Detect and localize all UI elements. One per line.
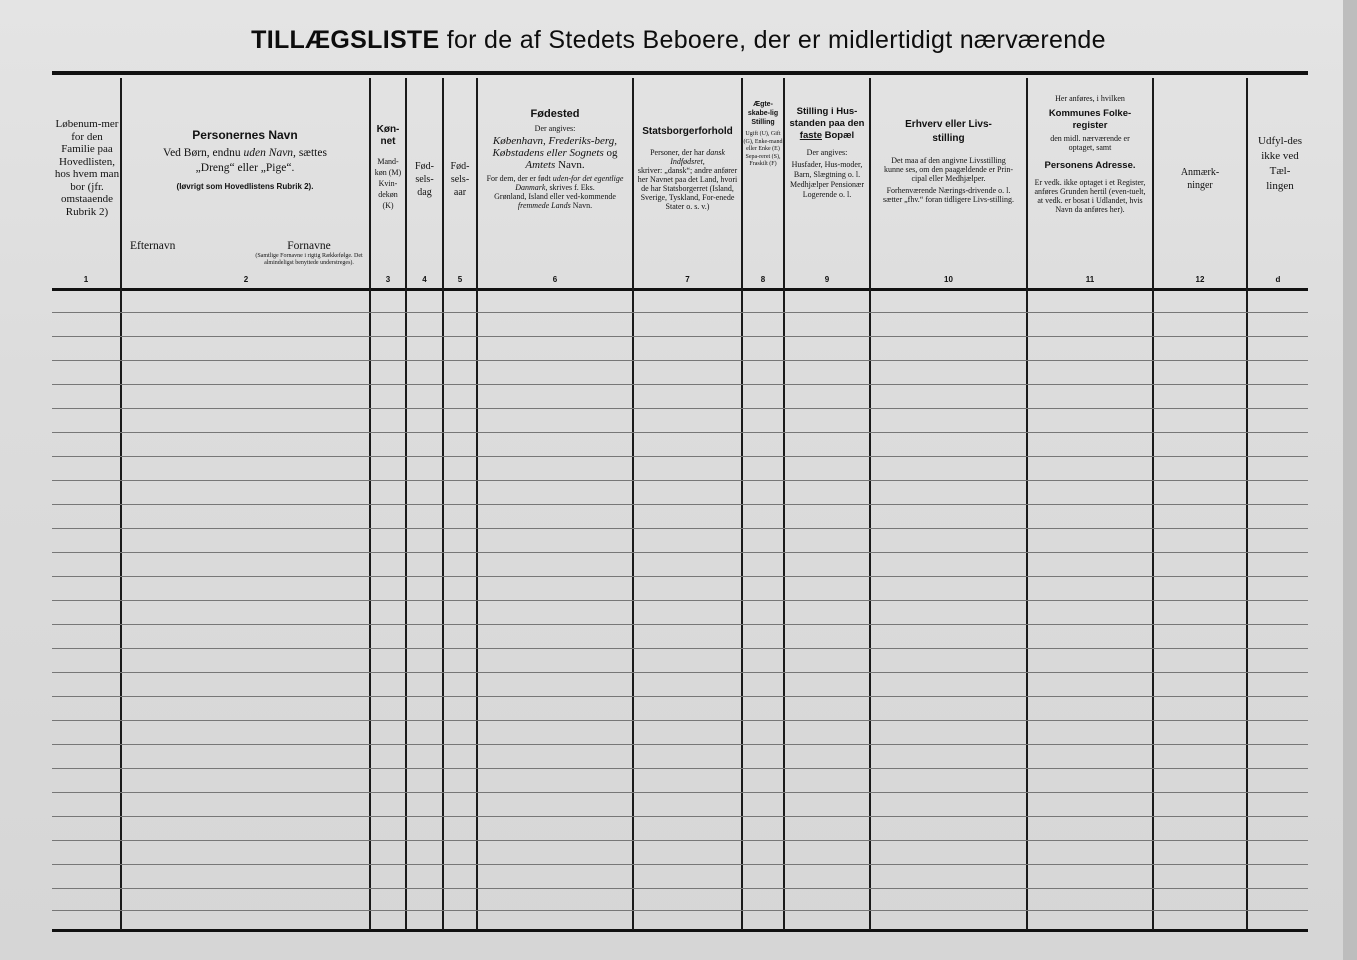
entry-row-line [52,648,1308,649]
entry-row-line [52,792,1308,793]
col9-number: 9 [824,275,830,284]
col8-header [743,100,783,169]
col4-number: 4 [422,275,427,284]
col6-line3b: skrives f. Eks. [549,183,595,192]
col3-number: 3 [385,275,391,284]
entry-row-line [52,456,1308,457]
form-title [0,26,1357,55]
form-title-rest: for de af Stedets Beboere, der er midlertidigt nærværende [446,26,1106,54]
col2-italic1: uden Navn, [243,147,296,159]
col8-heading: Ægte-skabe-lig Stilling [747,101,779,126]
entry-row-line [52,312,1308,313]
bottom-rule [52,929,1308,932]
col2-note: (Iøvrigt som Hovedlistens Rubrik 2). [176,182,314,191]
col6-line4: Grønland, Island eller ved-kommende [494,192,616,201]
col10-text1: Det maa af den angivne Livsstilling kunne ses, om den paagældende er Prin-cipal eller Medhjælper. [883,156,1014,183]
col6-italic-d: fremmede Lands [517,201,571,210]
entry-row-line [52,672,1308,673]
entry-row-line [52,864,1308,865]
entry-row-line [52,336,1308,337]
col6-header [478,108,632,210]
col6-number: 6 [552,275,558,284]
col11-heading2: Personens Adresse. [1044,160,1136,171]
col2-efternavn: Efternavn [130,240,176,252]
col2-fornavne-note: (Samtlige Fornavne i rigtig Rækkefølge. Det almindeligst benyttede understreges). [255,253,363,266]
col2-fornavne: Fornavne [287,240,331,252]
col3-heading: Køn-net [376,124,400,147]
col10-text2: Forhenværende Nærings-drivende o. l. sætter „fhv.“ foran tidligere Livs-stilling. [883,186,1015,204]
col6-italic-a: København, Frederiks-berg, Købstadens eller Sognets [492,135,618,159]
entry-row-line [52,432,1308,433]
entry-row-line [52,840,1308,841]
col2-line1: Ved Børn, endnu [163,147,241,159]
col6-line3a: For dem, der er født [486,174,551,183]
entry-row-line [52,816,1308,817]
col10-heading: Erhverv eller Livs-stilling [905,119,992,144]
col12-heading: Anmærk-ninger [1180,167,1220,191]
col11-pre: Her anføres, i hvilken [1055,94,1125,103]
col11-header [1028,94,1152,214]
col6-sub: Der angives: [534,124,576,133]
col4-heading: Fød-sels-dag [415,161,434,198]
cold-number: d [1275,275,1281,284]
entry-row-line [52,528,1308,529]
col6-line4b: Navn. [572,201,593,210]
col8-text: Ugift (U), Gift (G), Enke-mand eller Enke (E) Sepa-reret (S), Fraskilt (F) [743,131,783,167]
entry-row-line [52,720,1308,721]
entry-row-line [52,384,1308,385]
col5-number: 5 [457,275,463,284]
col2-line1b: sættes [298,147,327,159]
col11-number: 11 [1085,275,1095,284]
col6-italic-b: Amtets [525,159,556,171]
col7-header [634,126,741,211]
col7-heading: Statsborgerforhold [642,126,733,137]
col10-number: 10 [944,275,953,284]
col2-line2: „Dreng“ eller „Pige“. [195,162,295,174]
entry-row-line [52,624,1308,625]
col2-number: 2 [243,275,249,284]
col6-heading: Fødested [530,108,580,120]
cold-header: Udfyl-des ikke ved Tæl-lingen [1258,135,1302,192]
col11-heading: Kommunes Folke-register [1048,108,1132,131]
entry-row-line [52,504,1308,505]
entry-row-line [52,408,1308,409]
entry-row-line [52,888,1308,889]
col8-number: 8 [760,275,766,284]
col2-header [122,128,368,191]
col6-plain-b: Navn. [558,159,585,171]
col6-plain-a: og [606,147,618,159]
col9-heading-u: faste [799,130,822,141]
col10-header [871,118,1026,204]
form-title-bold: TILLÆGSLISTE [251,26,440,54]
entry-row-line [52,744,1308,745]
entry-row-line [52,768,1308,769]
col9-sub: Der angives: [806,148,848,157]
col2-heading: Personernes Navn [192,128,298,142]
entry-row-line [52,552,1308,553]
col1-header: Løbenum-mer for den Familie paa Hovedlisten, hos hvem man bor (jfr. omstaaende Rubrik 2) [54,118,120,218]
col9-header [785,106,869,200]
col7-line1: Personer, der har [650,148,705,157]
col12-number: 12 [1195,275,1205,284]
entry-row-line [52,480,1308,481]
entry-row-line [52,360,1308,361]
col3-header [371,124,405,211]
col11-text: Er vedk. ikke optaget i et Register, anføres Grunden hertil (even-tuelt, at vedk. er bosat i Udlandet, hvis Navn da anføres her). [1034,178,1146,214]
col7-number: 7 [685,275,690,284]
col3-text: Mand-køn (M) Kvin-dekøn (K) [374,157,402,210]
header-rule [52,288,1308,291]
entry-row-line [52,910,1308,911]
col9-text: Husfader, Hus-moder, Barn, Slægtning o. l. Medhjælper Pensionær Logerende o. l. [790,160,864,199]
entry-row-line [52,576,1308,577]
col7-line2: skriver: „dansk“; andre anfører her Navnet paa det Land, hvori de har Statsborgerret (Island, Sverige, Tyskland, For-enede Stater o. s. v.) [637,166,738,211]
entry-row-line [52,600,1308,601]
entry-row-line [52,696,1308,697]
col6-italic-c: uden-for det egentlige Danmark, [515,174,624,192]
top-rule [52,71,1308,75]
col5-heading: Fød-sels-aar [450,161,470,198]
col1-number: 1 [83,275,89,284]
col7-italic1: dansk Indfødsret, [670,148,725,166]
col9-heading2: Bopæl [824,130,855,141]
col11-mid: den midl. nærværende er optaget, samt [1050,134,1130,152]
scan-edge [1343,0,1357,960]
col9-heading1: Stilling i Hus-standen paa den [789,106,865,129]
